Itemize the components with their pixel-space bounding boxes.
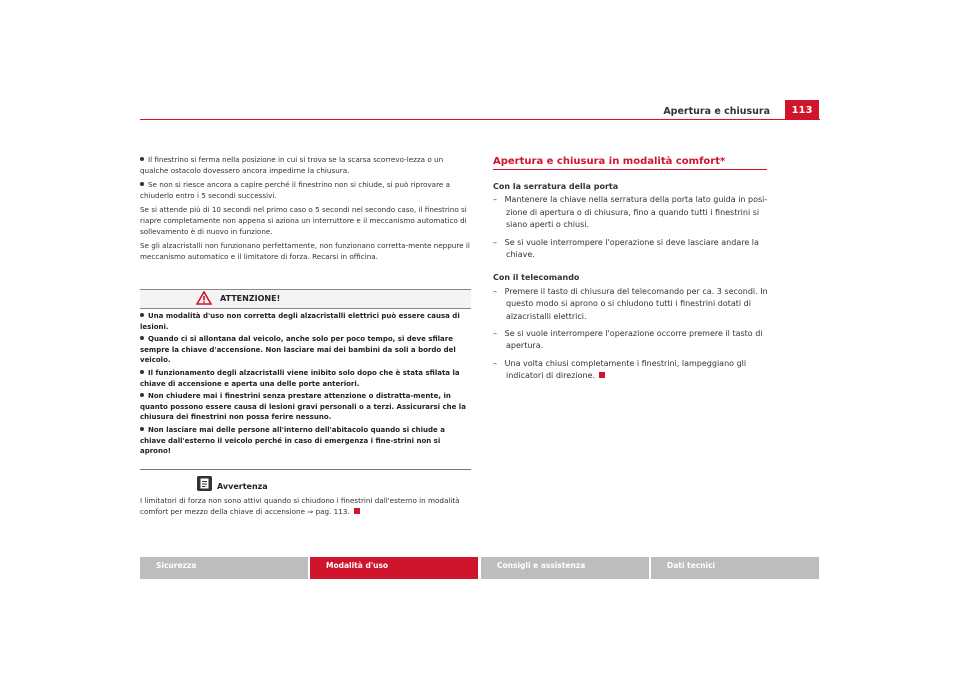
section-title: Apertura e chiusura in modalità comfort* (493, 156, 726, 167)
bullet-icon (140, 313, 144, 317)
warning-item: Il funzionamento degli alzacristalli viene inibito solo dopo che è stata sfilata la chiave di accensione e aperta una delle porte anteriori. (140, 368, 460, 388)
end-of-section-icon (354, 508, 360, 514)
footer-tab-dati-tecnici[interactable]: Dati tecnici (651, 557, 819, 579)
warning-title: ATTENZIONE! (220, 294, 281, 303)
bullet-icon (140, 336, 144, 340)
warning-triangle-icon (196, 291, 212, 305)
section-rule (493, 169, 767, 170)
bullet-icon (140, 370, 144, 374)
warning-list (140, 311, 470, 459)
footer-tab-sicurezza[interactable]: Sicurezza (140, 557, 308, 579)
end-of-section-icon (599, 372, 605, 378)
bullet-icon (140, 182, 144, 186)
page-number-badge: 113 (785, 100, 819, 120)
warning-item: Non chiudere mai i finestrini senza prestare attenzione o distratta-mente, in quanto possono essere causa di lesioni gravi personali o a terzi. Assicurarsi che la chiusura dei finestrini non possa ferire nessuno. (140, 392, 466, 422)
bullet-item: Se non si riesce ancora a capire perché il finestrino non si chiude, si può riprovare a chiuderlo entro i 5 secondi successivi. (140, 180, 450, 200)
warning-item: Una modalità d'uso non corretta degli alzacristalli elettrici può essere causa di lesioni. (140, 312, 460, 331)
warning-item: Non lasciare mai delle persone all'interno dell'abitacolo quando si chiude a chiave dall'esterno il veicolo perché in caso di emergenza i fine-strini non si aprono! (140, 425, 445, 456)
header-rule (140, 119, 820, 120)
subheading: Con la serratura della porta (493, 182, 619, 191)
bullet-icon (140, 157, 144, 161)
dash-item: – Premere il tasto di chiusura del telecomando per ca. 3 secondi. In questo modo si aprono o si chiudono tutti i finestrini dotati di alzacristalli elettrici. (493, 286, 768, 321)
warning-item: Quando ci si allontana dal veicolo, anche solo per poco tempo, si deve sfilare sempre la chiave d'accensione. Non lasciare mai dei bambini da soli a bordo del veicolo. (140, 335, 456, 365)
bullet-item: Il finestrino si ferma nella posizione in cui si trova se la scarsa scorrevo-lezza o un qualche ostacolo dovessero ancora impedirne la chiusura. (140, 155, 444, 175)
note-text: I limitatori di forza non sono attivi quando si chiudono i finestrini dall'esterno in modalità comfort per mezzo della chiave di accensione ⇒ pag. 113. (140, 496, 460, 516)
note-icon (197, 476, 212, 491)
bullet-icon (140, 427, 144, 431)
footer-tab-modalita-duso[interactable]: Modalità d'uso (310, 557, 478, 579)
warning-header (140, 289, 471, 309)
paragraph: Se gli alzacristalli non funzionano perfettamente, non funzionano corretta-mente neppure il meccanismo automatico e il limitatore di forza. Recarsi in officina. (140, 241, 470, 261)
paragraph: Se si attende più di 10 secondi nel primo caso o 5 secondi nel secondo caso, il finestrino si riapre completamente non appena si aziona un interruttore e il meccanismo automatico di sollevamento è di nuovo in funzione. (140, 205, 467, 236)
dash-item: – Una volta chiusi completamente i finestrini, lampeggiano gli indicatori di direzione. (493, 358, 747, 381)
dash-item: – Mantenere la chiave nella serratura della porta lato guida in posi-zione di apertura o di chiusura, fino a quando tutti i finestrini si siano aperti o chiusi. (493, 195, 768, 230)
page-header-title: Apertura e chiusura (663, 106, 770, 117)
note-title: Avvertenza (217, 482, 268, 491)
dash-item: – Se si vuole interrompere l'operazione occorre premere il tasto di apertura. (493, 329, 763, 351)
bullet-icon (140, 393, 144, 397)
footer-tab-consigli-assistenza[interactable]: Consigli e assistenza (481, 557, 649, 579)
left-column (140, 155, 470, 266)
right-column (493, 181, 773, 388)
dash-item: – Se si vuole interrompere l'operazione si deve lasciare andare la chiave. (493, 237, 759, 260)
subheading: Con il telecomando (493, 273, 580, 283)
